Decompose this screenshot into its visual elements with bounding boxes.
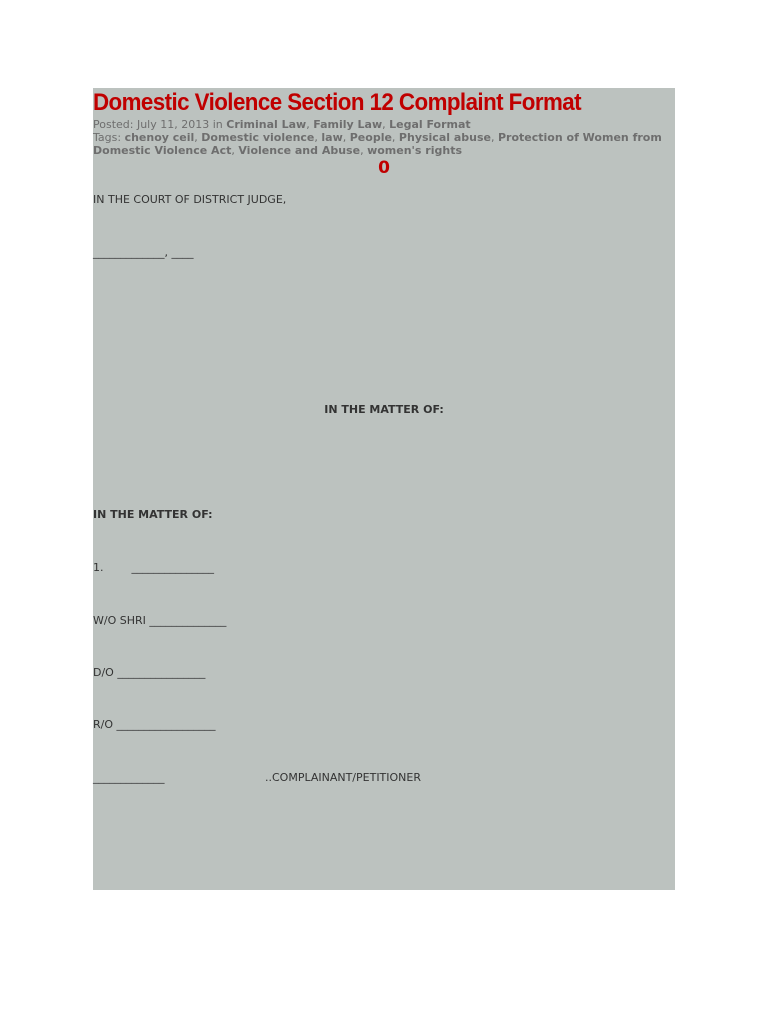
complainant-blank: _____________ (93, 771, 165, 784)
complainant-label: ..COMPLAINANT/PETITIONER (265, 771, 422, 784)
tag-link[interactable]: Protection of Women from Domestic Violence Act (93, 131, 662, 157)
court-line: IN THE COURT OF DISTRICT JUDGE, (93, 193, 287, 206)
post-tags: Tags: chenoy ceil, Domestic violence, law, People, Physical abuse, Protection of Women from Domestic Violence Act, Violence and Abuse, women's rights (93, 131, 662, 157)
category-link-criminal-law[interactable]: Criminal Law (226, 118, 307, 131)
tag-link[interactable]: Domestic violence (201, 131, 315, 144)
complainant-item-1: 1. _______________ (93, 561, 214, 574)
resident-of-line: R/O __________________ (93, 718, 216, 731)
posted-prefix: Posted: (93, 118, 137, 131)
category-link-family-law[interactable]: Family Law (313, 118, 383, 131)
posted-date: July 11, 2013 (136, 118, 210, 131)
tag-link[interactable]: law (321, 131, 343, 144)
document-panel (93, 88, 675, 890)
matter-heading-center: IN THE MATTER OF: (324, 403, 444, 416)
tag-link[interactable]: People (349, 131, 392, 144)
tags-prefix: Tags: (93, 131, 125, 144)
post-meta: Posted: July 11, 2013 in Criminal Law, Family Law, Legal Format (93, 118, 471, 131)
post-title: Domestic Violence Section 12 Complaint Format (93, 89, 581, 116)
tag-link[interactable]: Violence and Abuse (238, 144, 361, 157)
tag-link[interactable]: Physical abuse (398, 131, 491, 144)
matter-heading-left: IN THE MATTER OF: (93, 508, 213, 521)
comment-count[interactable]: 0 (378, 158, 390, 178)
daughter-of-line: D/O ________________ (93, 666, 206, 679)
posted-in: in (209, 118, 227, 131)
category-link-legal-format[interactable]: Legal Format (389, 118, 471, 131)
tag-link[interactable]: women's rights (367, 144, 463, 157)
place-date-blank: _____________, ____ (93, 246, 194, 259)
tag-link[interactable]: chenoy ceil (124, 131, 195, 144)
wife-of-line: W/O SHRI ______________ (93, 614, 227, 627)
